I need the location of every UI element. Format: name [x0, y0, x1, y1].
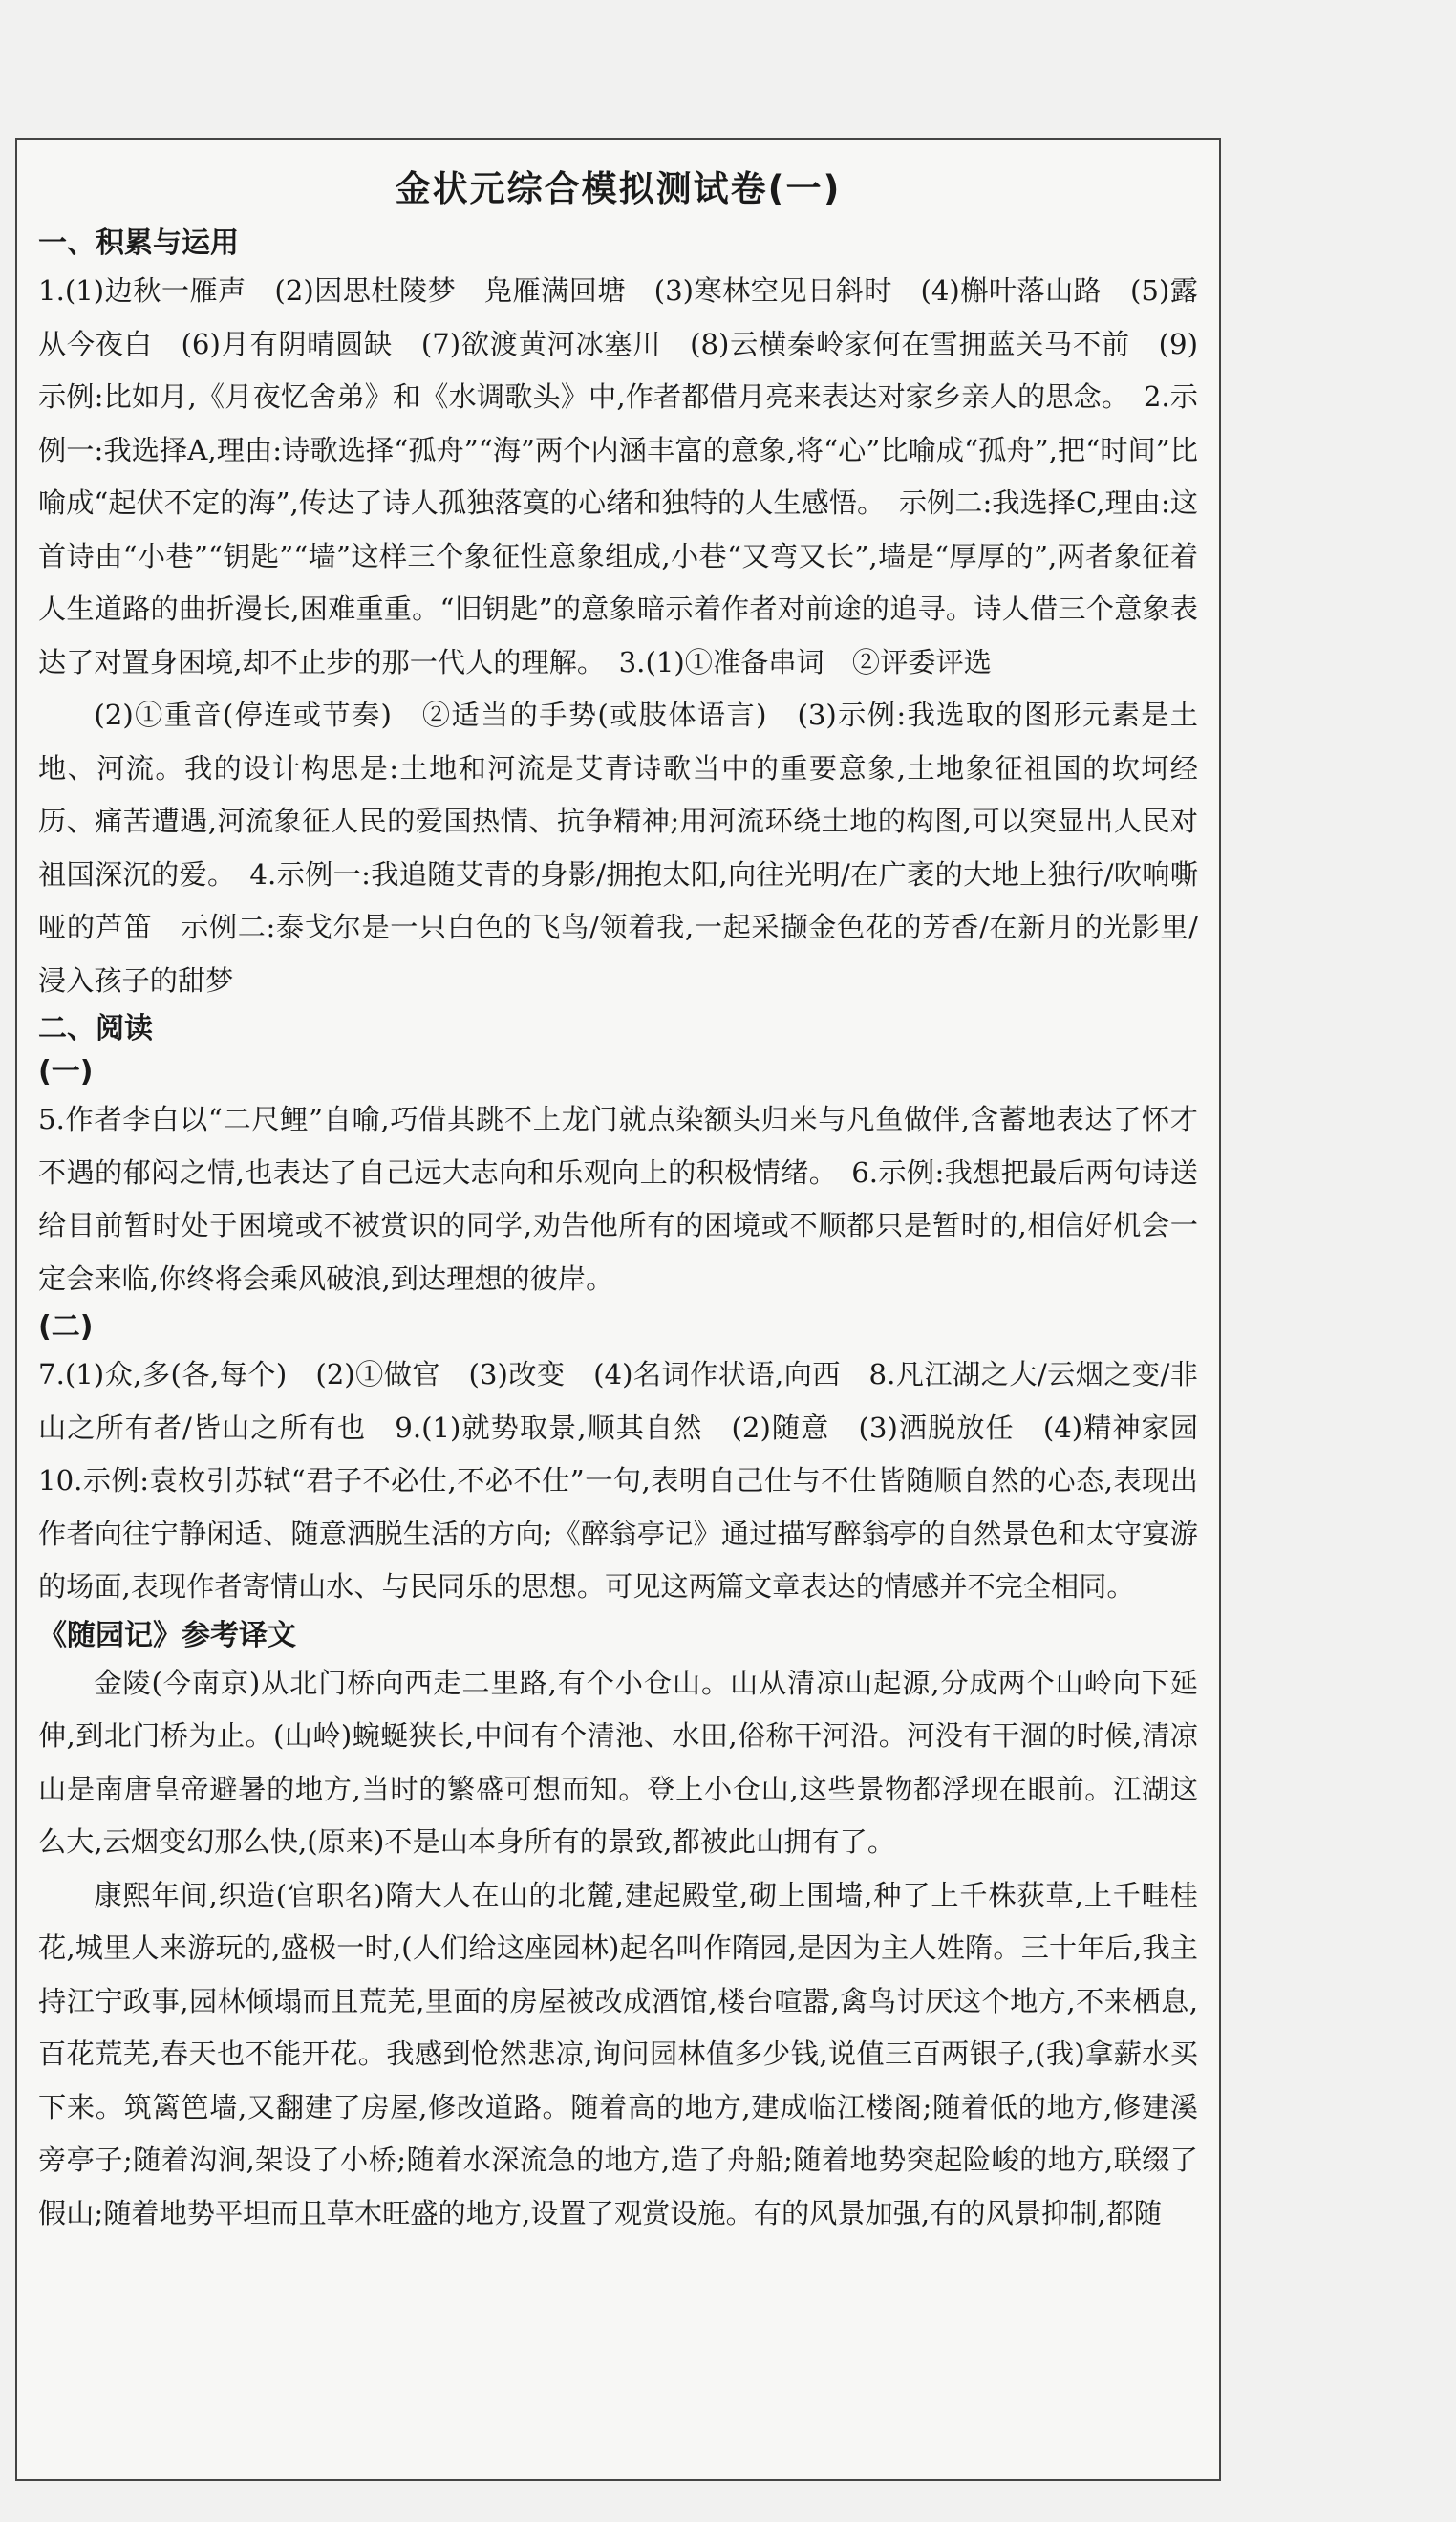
- subsection-heading-1: (一): [38, 1055, 94, 1089]
- translation-paragraph-1: 金陵(今南京)从北门桥向西走二里路,有个小仓山。山从清凉山起源,分成两个山岭向下延伸,到北门桥为止。(山岭)蜿蜒狭长,中间有个清池、水田,俗称干河沿。河没有干涸的时候,清凉山是南唐皇帝避暑的地方,当时的繁盛可想而知。登上小仓山,这些景物都浮现在眼前。江湖这么大,云烟变幻那么快,(原来)不是山本身所有的景致,都被此山拥有了。: [38, 1666, 1198, 1859]
- answer-paragraph-4: 7.(1)众,多(各,每个) (2)①做官 (3)改变 (4)名词作状语,向西 8.凡江湖之大/云烟之变/非山之所有者/皆山之所有也 9.(1)就势取景,顺其自然 (2)随意 (3)洒脱放任 (4)精神家园 10.示例:袁枚引苏轼“君子不必仕,不必不仕”一句,表明自己仕与不仕皆随顺自然的心态,表现出作者向往宁静闲适、随意洒脱生活的方向;《醉翁亭记》通过描写醉翁亭的自然景色和太守宴游的场面,表现作者寄情山水、与民同乐的思想。可见这两篇文章表达的情感并不完全相同。: [38, 1358, 1227, 1604]
- answer-paragraph-3: 5.作者李白以“二尺鲤”自喻,巧借其跳不上龙门就点染额头归来与凡鱼做伴,含蓄地表达了怀才不遇的郁闷之情,也表达了自己远大志向和乐观向上的积极情绪。 6.示例:我想把最后两句诗送给目前暂时处于困境或不被赏识的同学,劝告他所有的困境或不顺都只是暂时的,相信好机会一定会来临,你终将会乘风破浪,到达理想的彼岸。: [38, 1103, 1198, 1295]
- answer-paragraph-1: 1.(1)边秋一雁声 (2)因思杜陵梦 凫雁满回塘 (3)寒林空见日斜时 (4)槲叶落山路 (5)露从今夜白 (6)月有阴晴圆缺 (7)欲渡黄河冰塞川 (8)云横秦岭家何在雪拥蓝关马不前 (9)示例:比如月,《月夜忆舍弟》和《水调歌头》中,作者都借月亮来表达对家乡亲人的思念。 2.示例一:我选择A,理由:诗歌选择“孤舟”“海”两个内涵丰富的意象,将“心”比喻成“孤舟”,把“时间”比喻成“起伏不定的海”,传达了诗人孤独落寞的心绪和独特的人生感悟。 示例二:我选择C,理由:这首诗由“小巷”“钥匙”“墙”这样三个象征性意象组成,小巷“又弯又长”,墙是“厚厚的”,两者象征着人生道路的曲折漫长,困难重重。“旧钥匙”的意象暗示着作者对前途的追寻。诗人借三个意象表达了对置身困境,却不止步的那一代人的理解。 3.(1)①准备串词 ②评委评选: [38, 274, 1198, 679]
- section-heading-reading: 二、阅读: [38, 1012, 153, 1046]
- translation-paragraph-2: 康熙年间,织造(官职名)隋大人在山的北麓,建起殿堂,砌上围墙,种了上千株荻草,上千畦桂花,城里人来游玩的,盛极一时,(人们给这座园林)起名叫作隋园,是因为主人姓隋。三十年后,我主持江宁政事,园林倾塌而且荒芜,里面的房屋被改成酒馆,楼台喧嚣,禽鸟讨厌这个地方,不来栖息,百花荒芜,春天也不能开花。我感到怆然悲凉,询问园林值多少钱,说值三百两银子,(我)拿薪水买下来。筑篱笆墙,又翻建了房屋,修改道路。随着高的地方,建成临江楼阁;随着低的地方,修建溪旁亭子;随着沟涧,架设了小桥;随着水深流急的地方,造了舟船;随着地势突起险峻的地方,联缀了假山;随着地势平坦而且草木旺盛的地方,设置了观赏设施。有的风景加强,有的风景抑制,都随: [38, 1878, 1198, 2230]
- section-heading-accumulation: 一、积累与运用: [38, 226, 239, 261]
- translation-heading: 《随园记》参考译文: [38, 1618, 296, 1652]
- subsection-heading-2: (二): [38, 1310, 94, 1345]
- page-title: 金状元综合模拟测试卷(一): [395, 168, 842, 209]
- answer-paragraph-2: (2)①重音(停连或节奏) ②适当的手势(或肢体语言) (3)示例:我选取的图形元素是土地、河流。我的设计构思是:土地和河流是艾青诗歌当中的重要意象,土地象征祖国的坎坷经历、痛苦遭遇,河流象征人民的爱国热情、抗争精神;用河流环绕土地的构图,可以突显出人民对祖国深沉的爱。 4.示例一:我追随艾青的身影/拥抱太阳,向往光明/在广袤的大地上独行/吹响嘶哑的芦笛 示例二:泰戈尔是一只白色的飞鸟/领着我,一起采撷金色花的芳香/在新月的光影里/浸入孩子的甜梦: [38, 699, 1198, 997]
- answer-sheet: [15, 138, 1227, 2481]
